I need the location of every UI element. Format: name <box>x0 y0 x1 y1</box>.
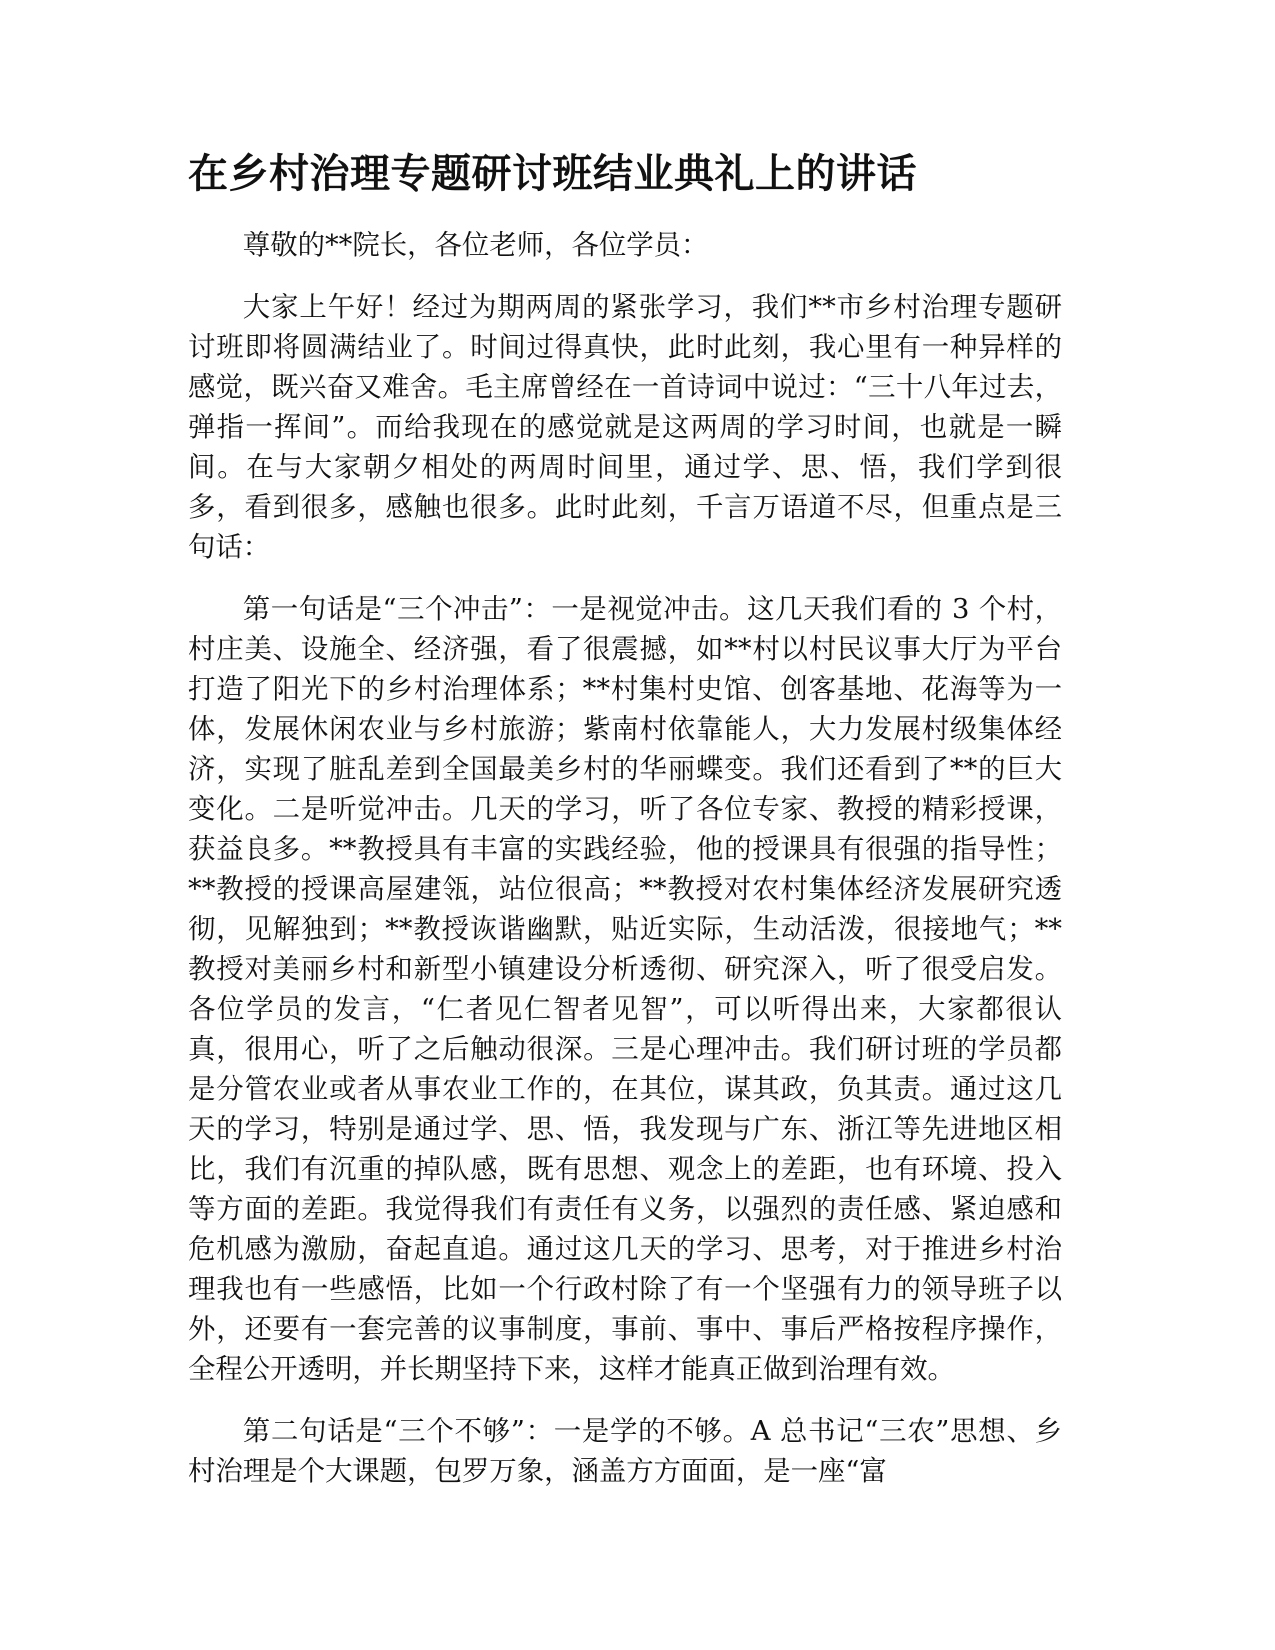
opening-paragraph: 大家上午好！经过为期两周的紧张学习，我们**市乡村治理专题研讨班即将圆满结业了。时间过得真快，此时此刻，我心里有一种异样的感觉，既兴奋又难舍。毛主席曾经在一首诗词中说过：“三十八年过去，弹指一挥间”。而给我现在的感觉就是这两周的学习时间，也就是一瞬间。在与大家朝夕相处的两周时间里，通过学、思、悟，我们学到很多，看到很多，感触也很多。此时此刻，千言万语道不尽，但重点是三句话： <box>188 292 1062 563</box>
document-body <box>188 146 1062 1514</box>
document-title: 在乡村治理专题研讨班结业典礼上的讲话 <box>188 151 917 197</box>
second-point-paragraph: 第二句话是“三个不够”：一是学的不够。A 总书记“三农”思想、乡村治理是个大课题，包罗万象，涵盖方方面面，是一座“富 <box>188 1416 1062 1487</box>
salutation-paragraph: 尊敬的**院长，各位老师，各位学员： <box>242 230 709 261</box>
first-point-paragraph: 第一句话是“三个冲击”：一是视觉冲击。这几天我们看的 3 个村，村庄美、设施全、经济强，看了很震撼，如**村以村民议事大厅为平台打造了阳光下的乡村治理体系；**村集村史馆、创客基地、花海等为一体，发展休闲农业与乡村旅游；紫南村依靠能人，大力发展村级集体经济，实现了脏乱差到全国最美乡村的华丽蝶变。我们还看到了**的巨大变化。二是听觉冲击。几天的学习，听了各位专家、教授的精彩授课，获益良多。**教授具有丰富的实践经验，他的授课具有很强的指导性；**教授的授课高屋建瓴，站位很高；**教授对农村集体经济发展研究透彻，见解独到；**教授诙谐幽默，贴近实际，生动活泼，很接地气；**教授对美丽乡村和新型小镇建设分析透彻、研究深入，听了很受启发。各位学员的发言，“仁者见仁智者见智”，可以听得出来，大家都很认真，很用心，听了之后触动很深。三是心理冲击。我们研讨班的学员都是分管农业或者从事农业工作的，在其位，谋其政，负其责。通过这几天的学习，特别是通过学、思、悟，我发现与广东、浙江等先进地区相比，我们有沉重的掉队感，既有思想、观念上的差距，也有环境、投入等方面的差距。我觉得我们有责任有义务，以强烈的责任感、紧迫感和危机感为激励，奋起直追。通过这几天的学习、思考，对于推进乡村治理我也有一些感悟，比如一个行政村除了有一个坚强有力的领导班子以外，还要有一套完善的议事制度，事前、事中、事后严格按程序操作，全程公开透明，并长期坚持下来，这样才能真正做到治理有效。 <box>188 594 1062 1385</box>
